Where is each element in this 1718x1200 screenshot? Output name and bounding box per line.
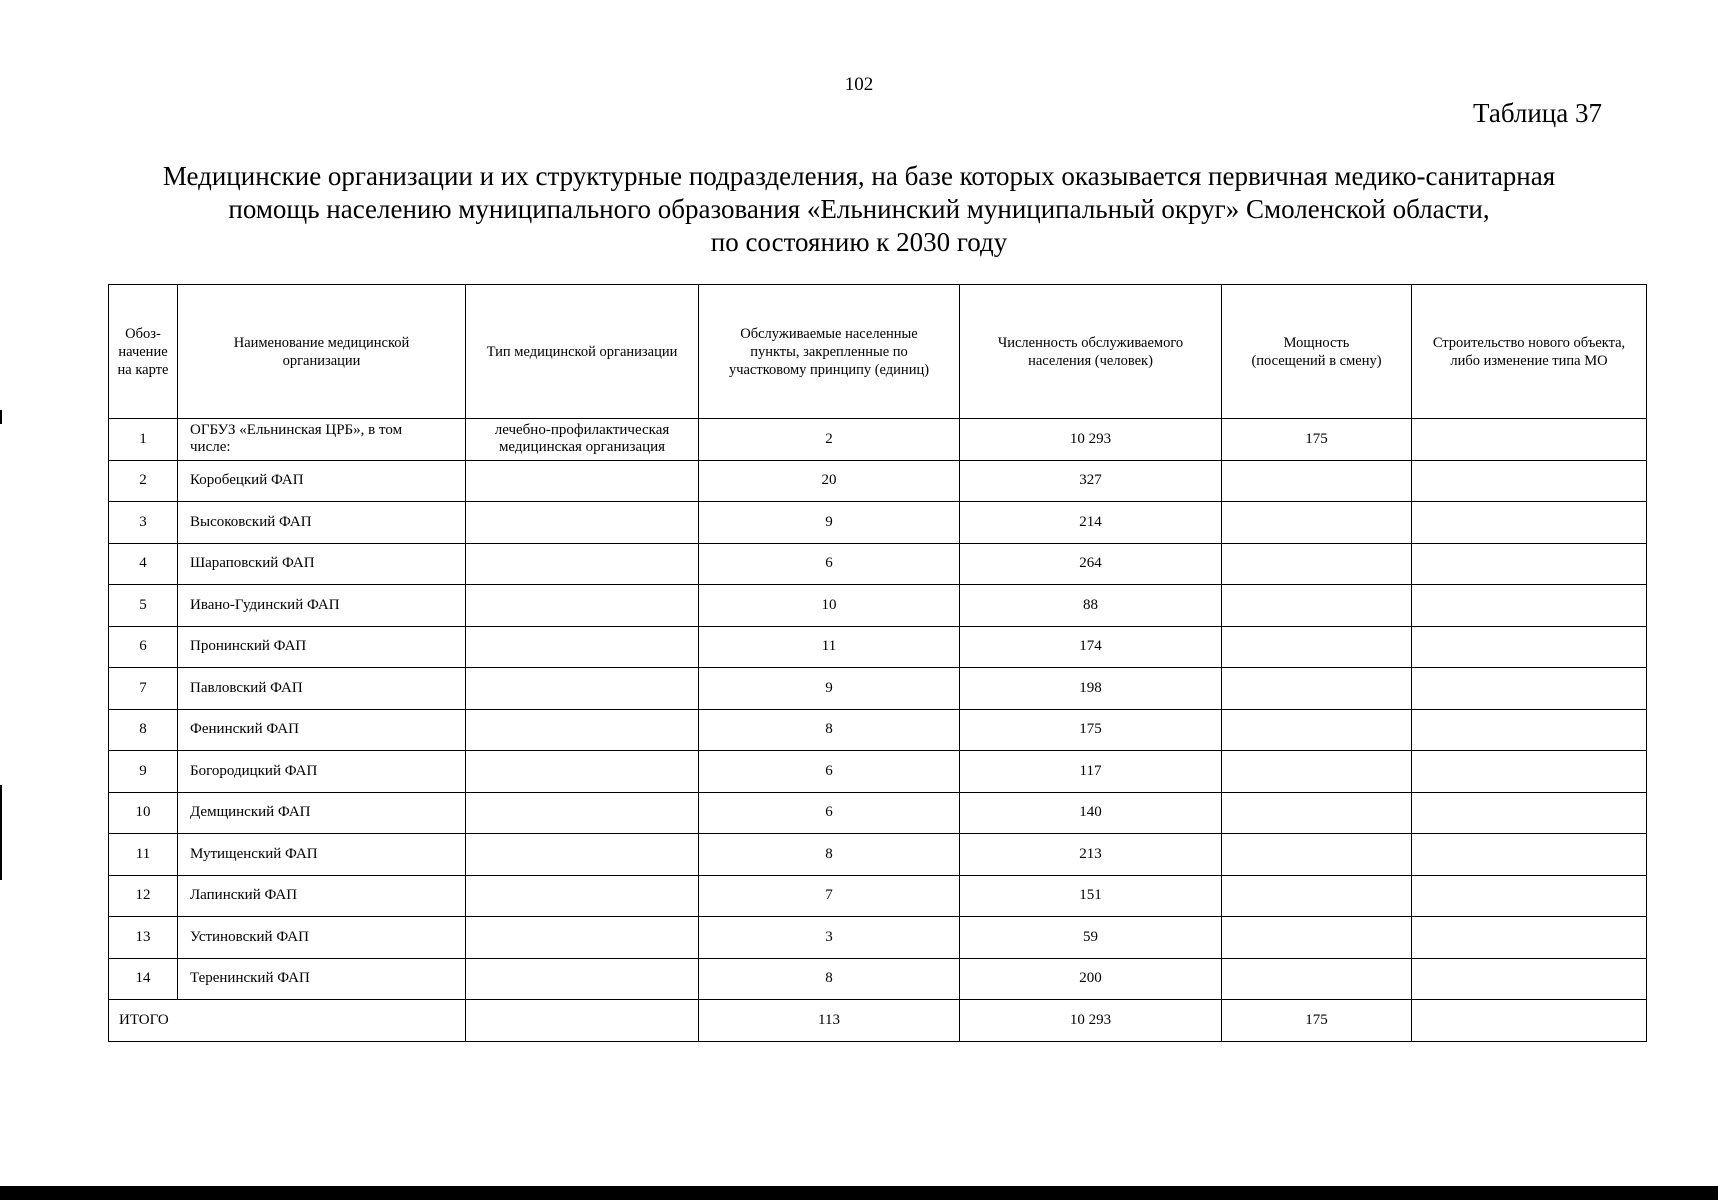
cell-org-name: Коробецкий ФАП bbox=[178, 460, 466, 502]
cell-population: 151 bbox=[960, 875, 1222, 917]
cell-capacity bbox=[1222, 751, 1412, 793]
cell-org-name: Демщинский ФАП bbox=[178, 792, 466, 834]
cell-construction bbox=[1412, 543, 1647, 585]
cell-map-code: 9 bbox=[109, 751, 178, 793]
table-row bbox=[109, 543, 1647, 585]
cell-served-points: 8 bbox=[699, 958, 960, 1000]
cell-org-type bbox=[466, 958, 699, 1000]
cell-construction bbox=[1412, 709, 1647, 751]
cell-population: 214 bbox=[960, 502, 1222, 544]
cell-served-points: 2 bbox=[699, 419, 960, 461]
cell-org-type bbox=[466, 502, 699, 544]
cell-capacity bbox=[1222, 792, 1412, 834]
cell-map-code: 11 bbox=[109, 834, 178, 876]
cell-capacity bbox=[1222, 460, 1412, 502]
table-row bbox=[109, 585, 1647, 627]
cell-map-code: 5 bbox=[109, 585, 178, 627]
page-number: 102 bbox=[844, 74, 874, 95]
table-row bbox=[109, 626, 1647, 668]
table-row bbox=[109, 875, 1647, 917]
header-org-type: Тип медицинской организации bbox=[466, 285, 699, 419]
cell-population: 175 bbox=[960, 709, 1222, 751]
table-header-row bbox=[109, 285, 1647, 419]
cell-map-code: 8 bbox=[109, 709, 178, 751]
header-served-points: Обслуживаемые населенные пункты, закрепленные по участковому принципу (единиц) bbox=[699, 285, 960, 419]
medical-organizations-table bbox=[108, 284, 1647, 1042]
cell-map-code: 13 bbox=[109, 917, 178, 959]
cell-total-type bbox=[466, 1000, 699, 1042]
cell-total-capacity: 175 bbox=[1222, 1000, 1412, 1042]
cell-population: 10 293 bbox=[960, 419, 1222, 461]
cell-map-code: 1 bbox=[109, 419, 178, 461]
cell-population: 198 bbox=[960, 668, 1222, 710]
cell-map-code: 6 bbox=[109, 626, 178, 668]
header-map-code: Обоз- начение на карте bbox=[109, 285, 178, 419]
cell-population: 200 bbox=[960, 958, 1222, 1000]
cell-capacity: 175 bbox=[1222, 419, 1412, 461]
table-total-row bbox=[109, 1000, 1647, 1042]
cell-capacity bbox=[1222, 585, 1412, 627]
table-row bbox=[109, 460, 1647, 502]
cell-population: 140 bbox=[960, 792, 1222, 834]
table-row bbox=[109, 502, 1647, 544]
cell-population: 59 bbox=[960, 917, 1222, 959]
cell-construction bbox=[1412, 419, 1647, 461]
table-row bbox=[109, 834, 1647, 876]
cell-org-type bbox=[466, 668, 699, 710]
cell-served-points: 8 bbox=[699, 834, 960, 876]
cell-org-name: Пронинский ФАП bbox=[178, 626, 466, 668]
title-line-1: Медицинские организации и их структурные подразделения, на базе которых оказывается первичная медико-санитарная bbox=[162, 161, 1556, 191]
cell-population: 174 bbox=[960, 626, 1222, 668]
cell-served-points: 3 bbox=[699, 917, 960, 959]
table-label: Таблица 37 bbox=[1473, 98, 1602, 128]
cell-org-name: Теренинский ФАП bbox=[178, 958, 466, 1000]
scan-edge-mark bbox=[0, 785, 2, 880]
cell-capacity bbox=[1222, 917, 1412, 959]
cell-total-points: 113 bbox=[699, 1000, 960, 1042]
cell-org-name: Высоковский ФАП bbox=[178, 502, 466, 544]
cell-map-code: 3 bbox=[109, 502, 178, 544]
cell-org-type bbox=[466, 543, 699, 585]
cell-served-points: 8 bbox=[699, 709, 960, 751]
cell-population: 327 bbox=[960, 460, 1222, 502]
cell-construction bbox=[1412, 585, 1647, 627]
document-title bbox=[80, 160, 1638, 259]
cell-construction bbox=[1412, 792, 1647, 834]
cell-org-type bbox=[466, 917, 699, 959]
cell-org-name: Ивано-Гудинский ФАП bbox=[178, 585, 466, 627]
cell-org-type bbox=[466, 626, 699, 668]
table-row bbox=[109, 668, 1647, 710]
cell-org-name: Фенинский ФАП bbox=[178, 709, 466, 751]
title-line-3: по состоянию к 2030 году bbox=[710, 227, 1008, 257]
cell-capacity bbox=[1222, 958, 1412, 1000]
table-row bbox=[109, 709, 1647, 751]
table-row bbox=[109, 751, 1647, 793]
table-row bbox=[109, 792, 1647, 834]
cell-org-type bbox=[466, 709, 699, 751]
cell-org-type bbox=[466, 585, 699, 627]
cell-org-name: Павловский ФАП bbox=[178, 668, 466, 710]
table-row bbox=[109, 419, 1647, 461]
cell-construction bbox=[1412, 751, 1647, 793]
cell-construction bbox=[1412, 626, 1647, 668]
cell-org-type bbox=[466, 751, 699, 793]
cell-total-label: ИТОГО bbox=[109, 1000, 466, 1042]
cell-map-code: 14 bbox=[109, 958, 178, 1000]
cell-total-population: 10 293 bbox=[960, 1000, 1222, 1042]
cell-construction bbox=[1412, 502, 1647, 544]
cell-total-construction bbox=[1412, 1000, 1647, 1042]
cell-map-code: 2 bbox=[109, 460, 178, 502]
cell-org-type bbox=[466, 834, 699, 876]
cell-served-points: 11 bbox=[699, 626, 960, 668]
table-body bbox=[109, 419, 1647, 1042]
cell-capacity bbox=[1222, 668, 1412, 710]
header-construction: Строительство нового объекта, либо изменение типа МО bbox=[1412, 285, 1647, 419]
cell-map-code: 10 bbox=[109, 792, 178, 834]
cell-construction bbox=[1412, 917, 1647, 959]
cell-served-points: 6 bbox=[699, 543, 960, 585]
cell-construction bbox=[1412, 834, 1647, 876]
cell-served-points: 6 bbox=[699, 792, 960, 834]
cell-served-points: 9 bbox=[699, 668, 960, 710]
cell-org-type bbox=[466, 792, 699, 834]
cell-served-points: 7 bbox=[699, 875, 960, 917]
cell-served-points: 20 bbox=[699, 460, 960, 502]
cell-population: 88 bbox=[960, 585, 1222, 627]
scan-bottom-band bbox=[0, 1186, 1718, 1200]
cell-org-name: Лапинский ФАП bbox=[178, 875, 466, 917]
cell-org-type: лечебно-профилактическая медицинская организация bbox=[466, 419, 699, 461]
cell-org-name: Мутищенский ФАП bbox=[178, 834, 466, 876]
cell-org-name: ОГБУЗ «Ельнинская ЦРБ», в том числе: bbox=[178, 419, 466, 461]
cell-capacity bbox=[1222, 502, 1412, 544]
cell-map-code: 7 bbox=[109, 668, 178, 710]
cell-org-name: Шараповский ФАП bbox=[178, 543, 466, 585]
cell-org-type bbox=[466, 875, 699, 917]
cell-construction bbox=[1412, 460, 1647, 502]
cell-population: 117 bbox=[960, 751, 1222, 793]
cell-served-points: 9 bbox=[699, 502, 960, 544]
table-row bbox=[109, 958, 1647, 1000]
scan-edge-mark bbox=[0, 410, 2, 424]
cell-construction bbox=[1412, 668, 1647, 710]
cell-org-name: Устиновский ФАП bbox=[178, 917, 466, 959]
cell-construction bbox=[1412, 875, 1647, 917]
header-capacity: Мощность (посещений в смену) bbox=[1222, 285, 1412, 419]
cell-population: 213 bbox=[960, 834, 1222, 876]
header-population: Численность обслуживаемого населения (человек) bbox=[960, 285, 1222, 419]
title-line-2: помощь населению муниципального образования «Ельнинский муниципальный округ» Смоленской области, bbox=[228, 194, 1490, 224]
cell-served-points: 6 bbox=[699, 751, 960, 793]
cell-capacity bbox=[1222, 543, 1412, 585]
cell-capacity bbox=[1222, 709, 1412, 751]
cell-capacity bbox=[1222, 834, 1412, 876]
cell-population: 264 bbox=[960, 543, 1222, 585]
cell-map-code: 12 bbox=[109, 875, 178, 917]
cell-map-code: 4 bbox=[109, 543, 178, 585]
cell-served-points: 10 bbox=[699, 585, 960, 627]
cell-capacity bbox=[1222, 875, 1412, 917]
cell-construction bbox=[1412, 958, 1647, 1000]
cell-capacity bbox=[1222, 626, 1412, 668]
cell-org-type bbox=[466, 460, 699, 502]
header-org-name: Наименование медицинской организации bbox=[178, 285, 466, 419]
table-row bbox=[109, 917, 1647, 959]
cell-org-name: Богородицкий ФАП bbox=[178, 751, 466, 793]
